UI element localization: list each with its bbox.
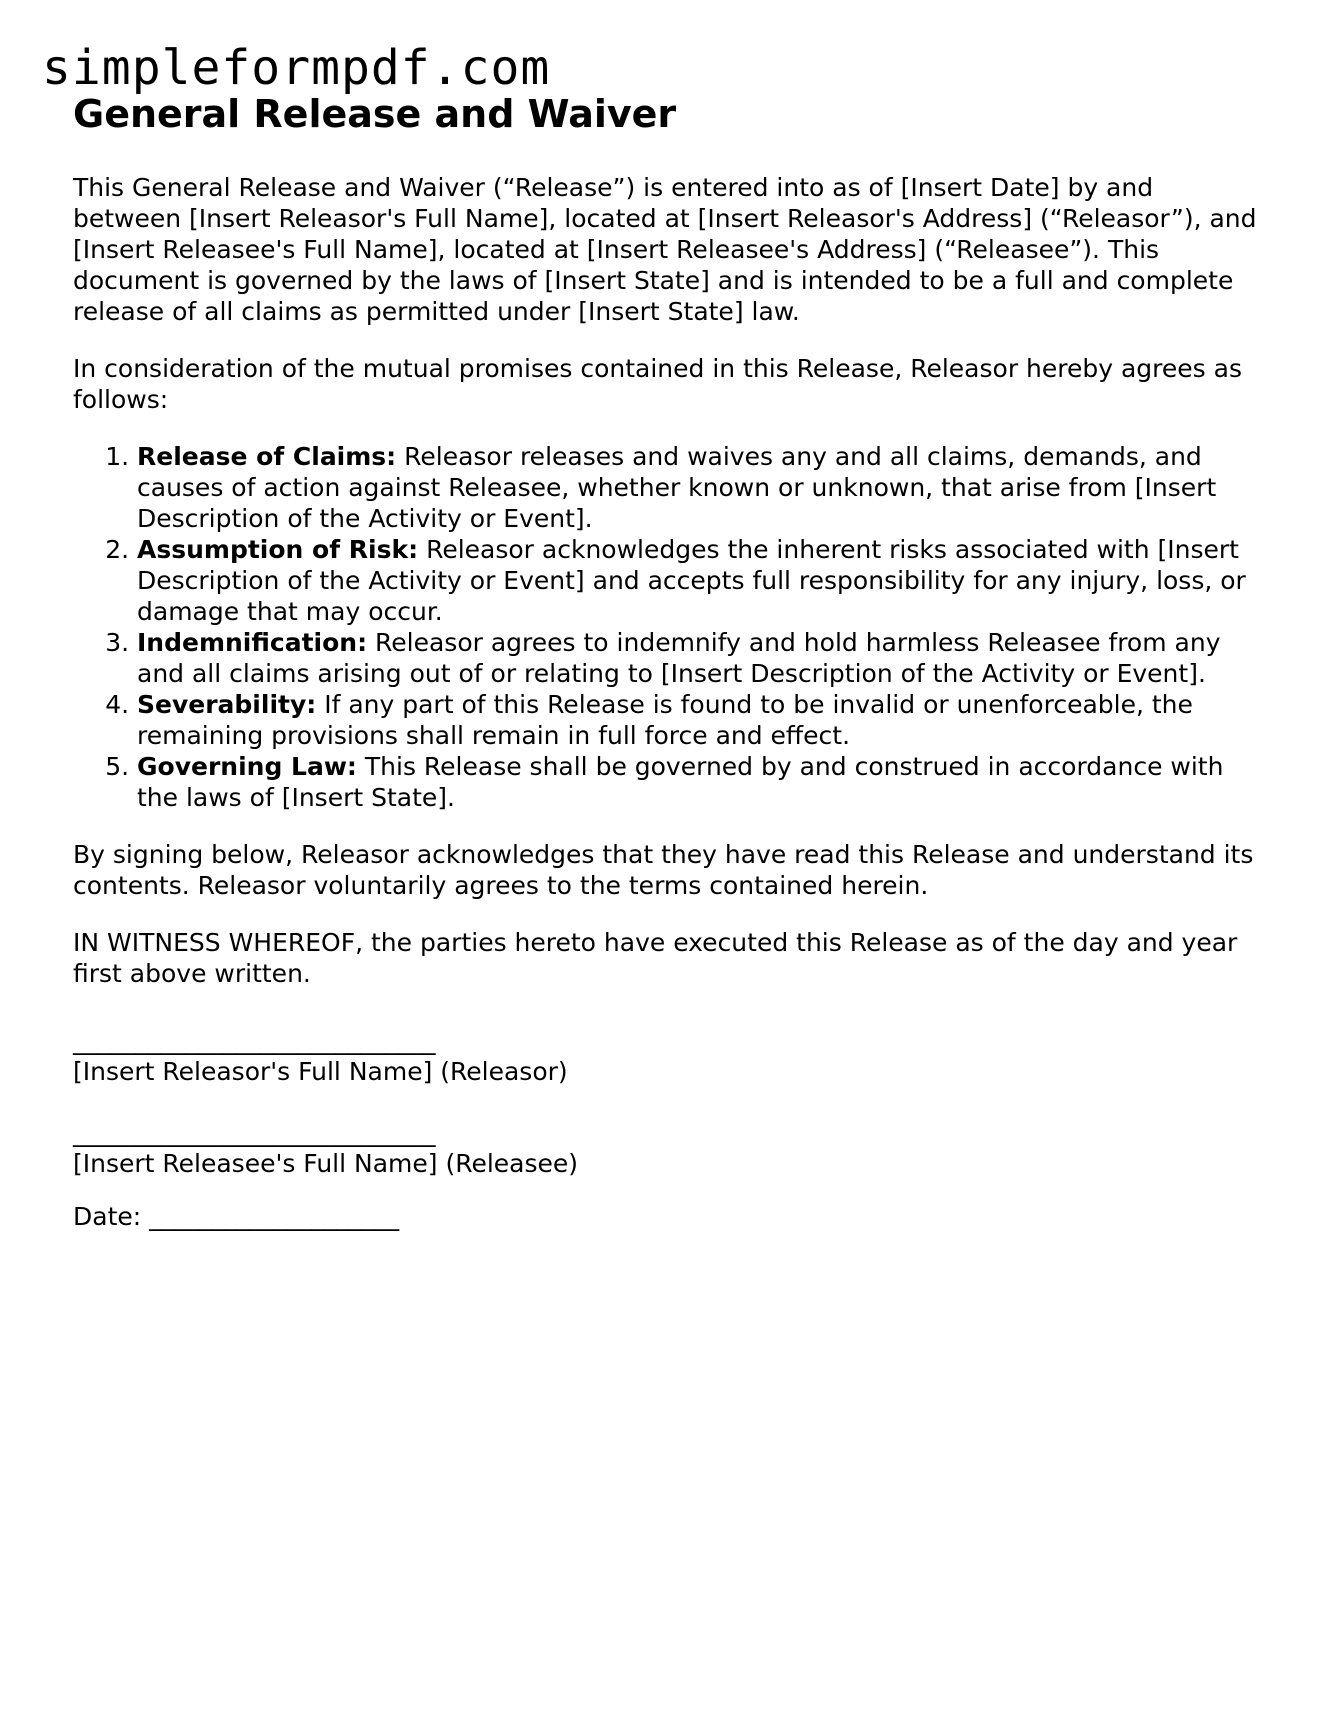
clause-assumption-of-risk: [137, 534, 1263, 627]
document-body: [73, 88, 1263, 1232]
acknowledgement-paragraph: By signing below, Releasor acknowledges that they have read this Release and understand its contents. Releasor voluntarily agrees to the terms contained herein.: [73, 840, 1254, 900]
signature-block: [73, 1025, 1263, 1232]
clause-heading: Severability:: [137, 690, 317, 719]
clause-heading: Governing Law:: [137, 752, 357, 781]
intro-paragraph: This General Release and Waiver (“Release”) is entered into as of [Insert Date] by and between [Insert Releasor's Full Name], located at [Insert Releasor's Address] (“Releasor”), and [Insert Releasee's Full Name], located at [Insert Releasee's Address] (“Releasee”). This document is governed by the laws of [Insert State] and is intended to be a full and complete release of all claims as permitted under [Insert State] law.: [73, 173, 1257, 326]
clause-severability: [137, 689, 1263, 751]
clause-text: Releasor agrees to indemnify and hold harmless Releasee from any and all claims arising out of or relating to [Insert Description of the Activity or Event].: [137, 628, 1221, 688]
clause-release-of-claims: [137, 441, 1263, 534]
clause-text: Releasor acknowledges the inherent risks associated with [Insert Description of the Activity or Event] and accepts full responsibility for any injury, loss, or damage that may occur.: [137, 535, 1246, 626]
consideration-paragraph: In consideration of the mutual promises contained in this Release, Releasor hereby agrees as follows:: [73, 354, 1242, 414]
clause-governing-law: [137, 751, 1263, 813]
releasee-name-label: [Insert Releasee's Full Name] (Releasee): [73, 1149, 579, 1178]
document-title: General Release and Waiver: [73, 92, 677, 136]
witness-paragraph: IN WITNESS WHEREOF, the parties hereto have executed this Release as of the day and year first above written.: [73, 928, 1238, 988]
date-field[interactable]: Date: ____________________: [73, 1202, 400, 1231]
clause-text: If any part of this Release is found to be invalid or unenforceable, the remaining provisions shall remain in full force and effect.: [137, 690, 1193, 750]
clause-text: This Release shall be governed by and construed in accordance with the laws of [Insert State].: [137, 752, 1224, 812]
clause-heading: Release of Claims:: [137, 442, 397, 471]
clause-heading: Indemnification:: [137, 628, 368, 657]
clause-text: Releasor releases and waives any and all claims, demands, and causes of action against Releasee, whether known or unknown, that arise from [Insert Description of the Activity or Event].: [137, 442, 1217, 533]
releasor-name-label: [Insert Releasor's Full Name] (Releasor): [73, 1057, 568, 1086]
releasee-signature-line[interactable]: _____________________________: [73, 1118, 436, 1147]
clause-heading: Assumption of Risk:: [137, 535, 419, 564]
releasor-signature-line[interactable]: _____________________________: [73, 1026, 436, 1055]
clause-indemnification: [137, 627, 1263, 689]
site-watermark: simpleformpdf.com: [42, 40, 551, 96]
clauses-list: [73, 441, 1263, 813]
